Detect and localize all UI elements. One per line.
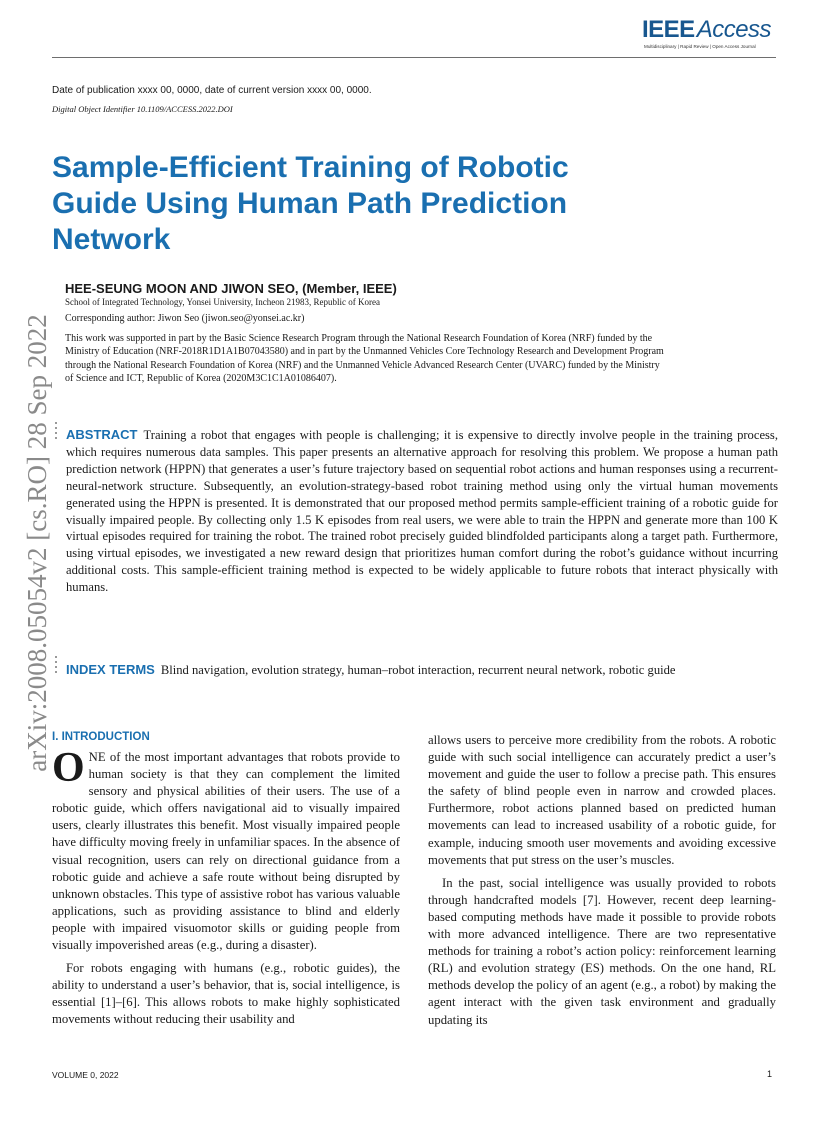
page-number: 1 [767, 1069, 773, 1079]
affiliation: School of Integrated Technology, Yonsei University, Incheon 21983, Republic of Korea [65, 297, 380, 307]
logo-access-text: Access [696, 16, 772, 43]
abstract-heading: ABSTRACT [66, 427, 138, 442]
index-terms-dot-marker [55, 656, 58, 676]
index-terms-text: Blind navigation, evolution strategy, human–robot interaction, recurrent neural network, robotic guide [160, 663, 676, 677]
index-terms [66, 661, 778, 679]
corresponding-author: Corresponding author: Jiwon Seo (jiwon.seo@yonsei.ac.kr) [65, 313, 305, 324]
abstract-text: Training a robot that engages with people is challenging; it is expensive to directly involve people in the training process, which requires numerous data samples. This paper presents an alternative approach for resolving this problem. We propose a human path prediction network (HPPN) that generates a user’s future trajectory based on sequential robot actions and human responses using a recurrent-neural-network structure. Subsequently, an evolution-strategy-based robot training method using only the virtual human movements generated using the HPPN is presented. It is demonstrated that our proposed method permits sample-efficient training of a robotic guide for visually impaired people. By collecting only 1.5 K episodes from real users, we were able to train the HPPN and generate more than 100 K virtual episodes required for training the robot. The trained robot precisely guided blindfolded participants along a target path. Furthermore, using virtual episodes, we investigated a new reward design that prioritizes human comfort during the robot’s guidance without incurring additional costs. This sample-efficient training method is expected to be widely applicable to future robots that interact physically with humans. [66, 428, 778, 595]
logo-tagline: Multidisciplinary | Rapid Review | Open Access Journal [644, 44, 756, 49]
index-terms-heading: INDEX TERMS [66, 662, 155, 677]
publication-date: Date of publication xxxx 00, 0000, date of current version xxxx 00, 0000. [52, 85, 372, 96]
paper-title: Sample-Efficient Training of Robotic Guide Using Human Path Prediction Network [52, 151, 569, 256]
doi: Digital Object Identifier 10.1109/ACCESS.2022.DOI [52, 104, 233, 114]
abstract-dot-marker [55, 422, 58, 442]
logo-wordmark [642, 16, 771, 44]
section-heading: I. INTRODUCTION [52, 731, 150, 743]
abstract [66, 427, 778, 596]
funding-note: This work was supported in part by the Basic Science Research Program through the National Research Foundation of Korea (NRF) funded by the Ministry of Education (NRF-2018R1D1A1B07043580) and in part by the Unmanned Vehicles Core Technology Research and Development Program through the National Research Foundation of Korea (NRF) and the Unmanned Vehicle Advanced Research Center (UVARC) funded by the Ministry of Science and ICT, Republic of Korea (2020M3C1C1A01086407). [65, 333, 664, 385]
intro-paragraph-1 [52, 745, 400, 954]
drop-cap: O [52, 745, 85, 791]
footer-volume: VOLUME 0, 2022 [52, 1070, 119, 1080]
intro-paragraph-3: allows users to perceive more credibility from the robots. A robotic guide with such social intelligence can accurately predict a user’s movement and guide the user to follow a precise path. This ensures the safety of blind people even in narrow and crowded places. Furthermore, robot actions planned based on predicted human movements can lead to increased usability of a robotic guide, for example, inducing smooth user movements and avoiding excessive movements that put stress on the user’s muscles. [428, 733, 776, 867]
right-column [428, 732, 776, 1029]
intro-paragraph-1-text: NE of the most important advantages that robots provide to human society is that they can complement the limited sensory and physical abilities of their users. The use of a robotic guide, which offers navigational aid to visually impaired users, clearly illustrates this benefit. Most visually impaired people have difficulty moving freely in unfamiliar spaces. In the absence of visual recognition, users can rely on directional guidance from a robotic guide and achieve a safe route without being disrupted by unknown obstacles. This type of assistive robot has various valuable applications, such as providing assistance to blind and elderly people with impaired visuomotor skills or guiding people from visually impoverished areas (e.g., during a disaster). [52, 750, 400, 953]
left-column [52, 745, 400, 1029]
logo-ieee-text: IEEE [642, 16, 695, 43]
header-divider [52, 57, 776, 58]
intro-paragraph-2: For robots engaging with humans (e.g., robotic guides), the ability to understand a user’s behavior, that is, social intelligence, is essential [1]–[6]. This allows robots to make highly sophisticated movements without reducing their usability and [52, 961, 400, 1027]
arxiv-stamp: arXiv:2008.05054v2 [cs.RO] 28 Sep 2022 [22, 314, 52, 772]
intro-paragraph-4: In the past, social intelligence was usually provided to robots through handcrafted models [7]. However, recent deep learning-based computing methods have made it possible to provide robots with more advanced intelligence. There are two representative methods for training a robot’s action policy: reinforcement learning (RL) and evolution strategy (ES) methods. On the one hand, RL methods develop the policy of an agent (e.g., a robot) by making the agent interact with the given task environment and gradually updating its [428, 875, 776, 1027]
ieee-access-logo [642, 16, 772, 56]
authors: HEE-SEUNG MOON AND JIWON SEO, (Member, IEEE) [65, 281, 397, 296]
